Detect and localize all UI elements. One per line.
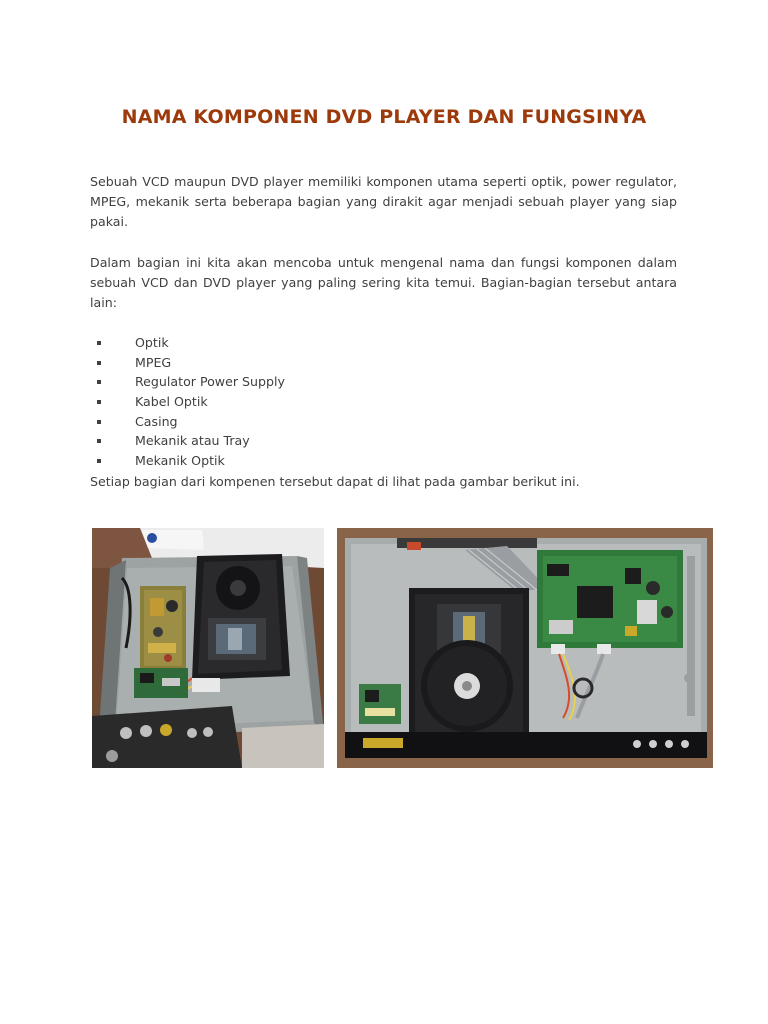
bullet-icon [97,361,101,365]
dvd-interior-illustration-right [337,528,713,768]
bullet-icon [97,400,101,404]
list-item-label: Mekanik atau Tray [135,433,250,449]
list-item [90,451,680,471]
dvd-interior-illustration-left [92,528,324,768]
bullet-icon [97,439,101,443]
bullet-icon [97,380,101,384]
page-title: NAMA KOMPONEN DVD PLAYER DAN FUNGSINYA [121,105,647,128]
list-item [90,392,680,412]
components-list [90,333,680,471]
list-item-label: Optik [135,335,169,350]
list-item-label: Mekanik Optik [135,453,225,469]
bullet-icon [97,341,101,345]
list-item [90,333,680,353]
list-item [90,372,680,392]
list-item-label: Regulator Power Supply [135,374,285,390]
list-item-label: Kabel Optik [135,394,208,410]
dvd-player-photo-right [337,528,713,768]
figure-caption-paragraph: Setiap bagian dari kompenen tersebut dapat di lihat pada gambar berikut ini. [90,474,580,489]
parts-intro-paragraph: Dalam bagian ini kita akan mencoba untuk mengenal nama dan fungsi komponen dalam sebuah VCD dan DVD player yang paling sering kita temui. Bagian-bagian tersebut antara lain: [90,255,677,310]
list-item-label: Casing [135,413,178,429]
bullet-icon [97,459,101,463]
dvd-player-photo-left [92,528,324,768]
list-item [90,412,680,432]
list-item [90,431,680,451]
bullet-icon [97,420,101,424]
intro-paragraph: Sebuah VCD maupun DVD player memiliki komponen utama seperti optik, power regulator, MPEG, mekanik serta beberapa bagian yang dirakit agar menjadi sebuah player yang siap pakai. [90,174,677,229]
list-item [90,353,680,373]
list-item-label: MPEG [135,354,172,370]
